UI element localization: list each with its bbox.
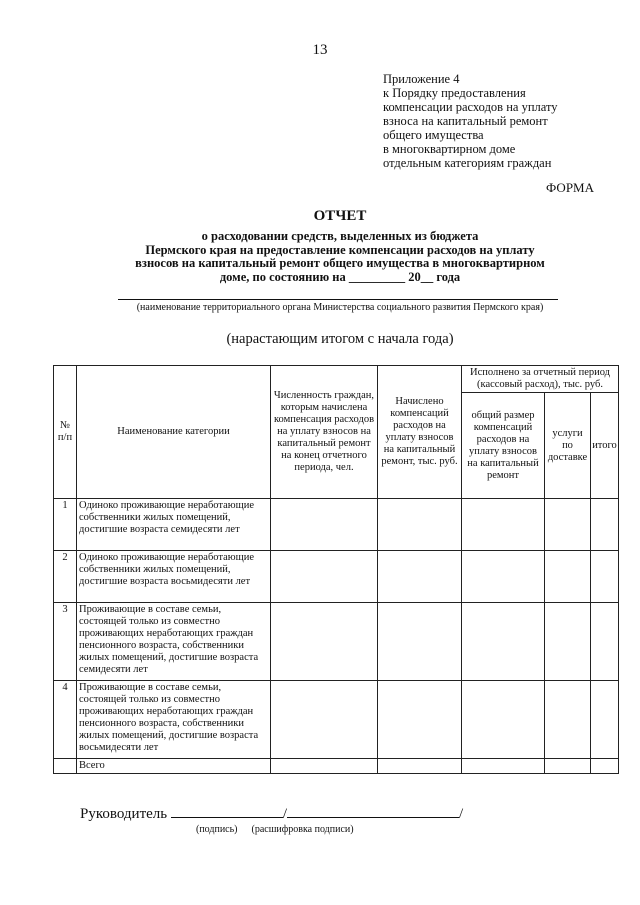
signature-separator: / xyxy=(282,806,288,822)
cell-count[interactable] xyxy=(271,499,378,551)
appendix-line: к Порядку предоставления xyxy=(383,86,526,100)
cell-general-amount[interactable] xyxy=(462,603,545,681)
cell-count[interactable] xyxy=(271,759,378,774)
row-category: Проживающие в составе семьи, состоящей только из совместно проживающих неработающих граждан пенсионного возраста, собственники жилых помещений, достигшие возраста семидесяти лет xyxy=(77,603,271,681)
cell-general-amount[interactable] xyxy=(462,551,545,603)
row-num xyxy=(54,759,77,774)
cell-count[interactable] xyxy=(271,551,378,603)
cell-accrued[interactable] xyxy=(378,681,462,759)
cell-accrued[interactable] xyxy=(378,551,462,603)
appendix-line: компенсации расходов на уплату xyxy=(383,100,558,114)
cumulative-note: (нарастающим итогом с начала года) xyxy=(226,331,454,347)
table-row xyxy=(54,603,619,681)
table-total-row xyxy=(54,759,619,774)
cell-count[interactable] xyxy=(271,603,378,681)
cell-total[interactable] xyxy=(591,759,619,774)
header-general-amount: общий размер компенсаций расходов на уплату взносов на капитальный ремонт xyxy=(462,393,545,499)
table-row xyxy=(54,681,619,759)
cell-general-amount[interactable] xyxy=(462,681,545,759)
cell-accrued[interactable] xyxy=(378,759,462,774)
appendix-line: общего имущества xyxy=(383,128,484,142)
row-num: 1 xyxy=(54,499,77,551)
cell-general-amount[interactable] xyxy=(462,759,545,774)
org-name-caption: (наименование территориального органа Министерства социального развития Пермского края) xyxy=(136,302,544,313)
page-number: 13 xyxy=(312,42,328,58)
signature-label: Руководитель xyxy=(80,806,168,822)
form-label: ФОРМА xyxy=(546,180,594,195)
cell-general-amount[interactable] xyxy=(462,499,545,551)
cell-accrued[interactable] xyxy=(378,499,462,551)
cell-total[interactable] xyxy=(591,551,619,603)
caption-decoding: (расшифровка подписи) xyxy=(251,824,354,835)
report-subtitle xyxy=(0,230,640,284)
appendix-line: взноса на капитальный ремонт xyxy=(383,114,548,128)
row-num: 3 xyxy=(54,603,77,681)
total-row-label: Всего xyxy=(77,759,271,774)
signature-captions xyxy=(196,824,354,835)
caption-signature: (подпись) xyxy=(196,824,238,835)
row-num: 4 xyxy=(54,681,77,759)
cell-total[interactable] xyxy=(591,603,619,681)
report-table xyxy=(53,365,619,774)
subtitle-line: доме, по состоянию на _________ 20__ года xyxy=(219,269,461,284)
row-category: Одиноко проживающие неработающие собственники жилых помещений, достигшие возраста восьмидесяти лет xyxy=(77,551,271,603)
header-category: Наименование категории xyxy=(77,366,271,499)
signature-field[interactable] xyxy=(171,805,283,818)
cell-delivery[interactable] xyxy=(545,551,591,603)
org-name-line[interactable] xyxy=(118,299,558,300)
cell-total[interactable] xyxy=(591,681,619,759)
cell-count[interactable] xyxy=(271,681,378,759)
header-total: итого xyxy=(591,393,619,499)
signature-line xyxy=(80,805,463,823)
cell-delivery[interactable] xyxy=(545,681,591,759)
report-title: ОТЧЕТ xyxy=(313,208,367,224)
header-executed: Исполнено за отчетный период (кассовый расход), тыс. руб. xyxy=(462,366,619,393)
appendix-line: отдельным категориям граждан xyxy=(383,156,552,170)
appendix-line: Приложение 4 xyxy=(383,72,460,86)
cell-accrued[interactable] xyxy=(378,603,462,681)
row-category: Одиноко проживающие неработающие собственники жилых помещений, достигшие возраста семидесяти лет xyxy=(77,499,271,551)
subtitle-line: взносов на капитальный ремонт общего имущества в многоквартирном xyxy=(135,256,545,270)
cell-delivery[interactable] xyxy=(545,499,591,551)
subtitle-line: Пермского края на предоставление компенсации расходов на уплату xyxy=(145,242,535,257)
subtitle-line: о расходовании средств, выделенных из бюджета xyxy=(201,229,479,243)
header-num: № п/п xyxy=(54,366,77,499)
header-delivery: услуги по доставке xyxy=(545,393,591,499)
signature-decoding-field[interactable] xyxy=(287,805,459,818)
header-accrued: Начислено компенсаций расходов на уплату взносов на капитальный ремонт, тыс. руб. xyxy=(378,366,462,499)
cell-delivery[interactable] xyxy=(545,759,591,774)
header-count: Численность граждан, которым начислена компенсация расходов на уплату взносов на капитальный ремонт на конец отчетного периода, чел. xyxy=(271,366,378,499)
table-row xyxy=(54,499,619,551)
cell-delivery[interactable] xyxy=(545,603,591,681)
row-num: 2 xyxy=(54,551,77,603)
row-category: Проживающие в составе семьи, состоящей только из совместно проживающих неработающих граждан пенсионного возраста, собственники жилых помещений, достигшие возраста восьмидесяти лет xyxy=(77,681,271,759)
appendix-line: в многоквартирном доме xyxy=(383,142,516,156)
signature-end: / xyxy=(459,806,464,822)
table-row xyxy=(54,551,619,603)
appendix-block xyxy=(383,72,558,170)
cell-total[interactable] xyxy=(591,499,619,551)
